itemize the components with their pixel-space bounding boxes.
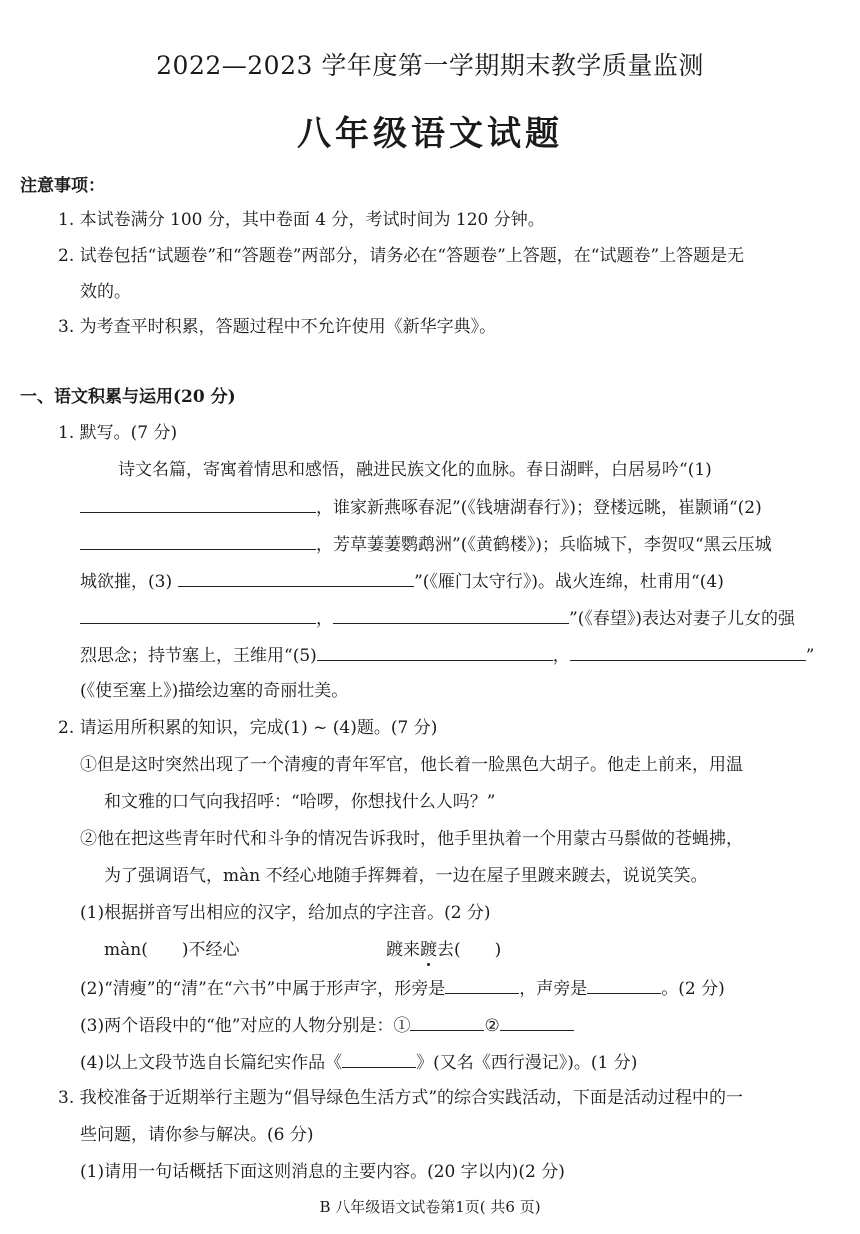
question-3-line-2: 些问题，请你参与解决。(6 分) (80, 1125, 314, 1145)
notice-item-3: 3. 为考查平时积累，答题过程中不允许使用《新华字典》。 (58, 317, 497, 337)
answer-blank-4a[interactable] (80, 605, 316, 624)
exam-subject-title: 八年级语文试题 (297, 114, 563, 154)
answer-blank-1[interactable] (80, 494, 316, 513)
answer-blank-4b[interactable] (333, 605, 569, 624)
page-footer: B 八年级语文试卷第1页( 共6 页) (319, 1198, 541, 1216)
answer-blank-5a[interactable] (317, 642, 553, 661)
answer-blank-2[interactable] (80, 531, 316, 550)
question-1-line-1: 诗文名篇，寄寓着情思和感悟，融进民族文化的血脉。春日湖畔，白居易吟“(1) (118, 460, 712, 480)
notice-heading: 注意事项： (20, 176, 105, 196)
passage-1-line-1: ①但是这时突然出现了一个清瘦的青年军官，他长着一脸黑色大胡子。他走上前来，用温 (80, 755, 743, 775)
question-2-title: 2. 请运用所积累的知识，完成(1) ~ (4)题。(7 分) (58, 718, 438, 738)
passage-2-line-1: ②他在把这些青年时代和斗争的情况告诉我时，他手里执着一个用蒙古马鬃做的苍蝇拂， (80, 829, 743, 849)
notice-item-2: 2. 试卷包括“试题卷”和“答题卷”两部分，请务必在“答题卷”上答题，在“试题卷”上答题是无 (58, 246, 745, 266)
question-1-title: 1. 默写。(7 分) (58, 423, 178, 443)
answer-blank-radical[interactable] (445, 975, 519, 994)
subquestion-2: (2)“清瘦”的“清”在“六书”中属于形声字，形旁是 ，声旁是 。(2 分) (80, 975, 725, 1001)
passage-2-line-2: 为了强调语气，màn 不经心地随手挥舞着，一边在屋子里踱来踱去，说说笑笑。 (104, 866, 708, 886)
passage-1-line-2: 和文雅的口气向我招呼：“哈啰，你想找什么人吗？” (104, 792, 496, 812)
emphasis-dot-char: 踱 (420, 940, 437, 960)
subquestion-4: (4)以上文段节选自长篇纪实作品《 》(又名《西行漫记》)。(1 分) (80, 1049, 637, 1075)
question-1-line-7: (《使至塞上》)描绘边塞的奇丽壮美。 (80, 681, 349, 701)
notice-item-1: 1. 本试卷满分 100 分，其中卷面 4 分，考试时间为 120 分钟。 (58, 210, 545, 230)
question-1-line-3: ，芳草萋萋鹦鹉洲”(《黄鹤楼》)；兵临城下，李贺叹“黑云压城 (80, 531, 772, 557)
subquestion-1-item-b[interactable]: 踱来踱去( ) (386, 940, 502, 960)
question-1-line-2: ，谁家新燕啄春泥”(《钱塘湖春行》)；登楼远眺，崔颢诵“(2) (80, 494, 762, 520)
answer-blank-person-1[interactable] (410, 1012, 484, 1031)
question-1-line-6: 烈思念；持节塞上，王维用“(5) ， ” (80, 642, 814, 668)
notice-item-2-cont: 效的。 (80, 282, 131, 302)
answer-blank-person-2[interactable] (500, 1012, 574, 1031)
exam-title: 2022—2023 学年度第一学期期末教学质量监测 (156, 51, 704, 80)
answer-blank-5b[interactable] (570, 642, 806, 661)
answer-blank-phonetic[interactable] (587, 975, 661, 994)
question-3-sub-1: (1)请用一句话概括下面这则消息的主要内容。(20 字以内)(2 分) (80, 1162, 565, 1182)
subquestion-1-item-a[interactable]: màn( )不经心 (104, 940, 240, 960)
question-3-line-1: 3. 我校准备于近期举行主题为“倡导绿色生活方式”的综合实践活动，下面是活动过程中的一 (58, 1088, 744, 1108)
question-1-line-4: 城欲摧，(3) ”(《雁门太守行》)。战火连绵，杜甫用“(4) (80, 568, 724, 594)
subquestion-3: (3)两个语段中的“他”对应的人物分别是：① ② (80, 1012, 574, 1038)
section-heading: 一、语文积累与运用(20 分) (20, 387, 236, 407)
answer-blank-3[interactable] (178, 568, 414, 587)
answer-blank-book[interactable] (342, 1049, 416, 1068)
subquestion-1: (1)根据拼音写出相应的汉字，给加点的字注音。(2 分) (80, 903, 491, 923)
question-1-line-5: ， ”(《春望》)表达对妻子儿女的强 (80, 605, 795, 631)
